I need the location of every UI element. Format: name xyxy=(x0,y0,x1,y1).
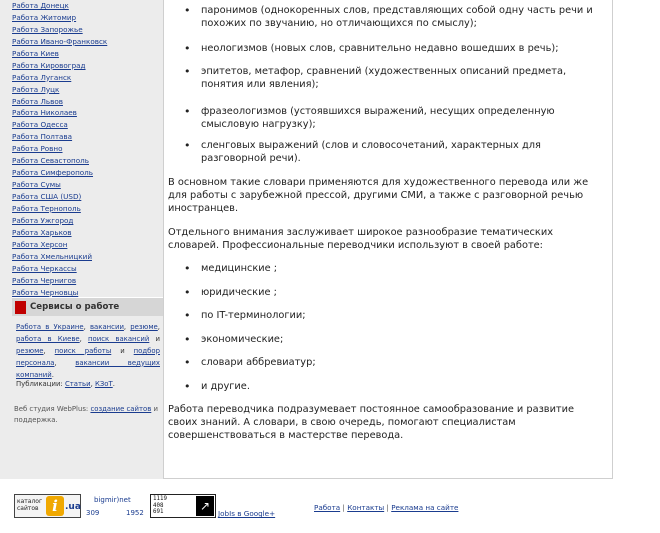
city-link[interactable]: Работа Хмельницкий xyxy=(12,251,92,261)
city-link[interactable]: Работа Чернигов xyxy=(12,275,77,285)
bigmir-label[interactable]: bigmir)net xyxy=(94,496,131,504)
city-list-item xyxy=(12,143,163,155)
link-site-creation[interactable]: создание сайтов xyxy=(90,405,152,413)
city-list-item xyxy=(12,12,163,24)
and-text-2: и xyxy=(120,346,125,355)
list-item: • паронимов (однокоренных слов, представляющих собой одну часть речи и похожих по звучанию, но отличающихся по смыслу); xyxy=(168,4,608,30)
list-item: • и другие. xyxy=(168,380,608,393)
link-resume-2[interactable]: резюме xyxy=(16,346,44,355)
city-list-item xyxy=(12,0,163,12)
list-item: • фразеологизмов (устоявшихся выражений, несущих определенную смысловую нагрузку); xyxy=(168,105,608,131)
link-vacancies[interactable]: вакансии xyxy=(90,323,124,331)
city-link[interactable]: Работа Запорожье xyxy=(12,24,83,34)
list-item: • неологизмов (новых слов, сравнительно недавно вошедших в речь); xyxy=(168,42,608,55)
link-jobs-google[interactable]: JobIs в Google+ xyxy=(218,509,276,518)
city-link[interactable]: Работа Полтава xyxy=(12,132,73,142)
stats-counter[interactable] xyxy=(150,494,216,518)
city-link[interactable]: Работа Черкассы xyxy=(12,263,77,273)
city-list-item xyxy=(12,72,163,84)
paragraph-3: Работа переводчика подразумевает постоянное самообразование и развитие своих знаний. А словари, в свою очередь, помогают специалистам совершенствоваться в мастерстве перевода. xyxy=(168,404,575,441)
and-text: и xyxy=(155,334,160,343)
studio-suffix: и поддержка. xyxy=(14,405,158,424)
city-list-item xyxy=(12,227,163,239)
i-ua-logo-icon: i xyxy=(46,496,64,516)
city-list-item xyxy=(12,131,163,143)
city-links xyxy=(12,0,163,298)
city-link[interactable]: Работа Херсон xyxy=(12,239,68,249)
footer-sep-1: | xyxy=(342,503,345,512)
link-top-vacancies[interactable]: вакансии ведущих компаний xyxy=(16,358,160,379)
city-list-item xyxy=(12,203,163,215)
list-item: • словари аббревиатур; xyxy=(168,356,608,369)
footer-sep-2: | xyxy=(386,503,389,512)
arrow-icon: ↗ xyxy=(196,496,214,516)
sidebar xyxy=(0,0,163,479)
paragraph-1: В основном такие словари применяются для художественного перевода или же для работы с зарубежной прессой, другими СМИ, а также с разговорной речью иностранцев. xyxy=(168,177,589,214)
pubs-label: Публикации: xyxy=(16,380,63,388)
city-link[interactable]: Работа Донецк xyxy=(12,1,69,10)
city-list-item xyxy=(12,96,163,108)
link-work-kiev[interactable]: работа в Киеве xyxy=(16,334,80,343)
city-link[interactable]: Работа США (USD) xyxy=(12,192,82,201)
city-link[interactable]: Работа Ровно xyxy=(12,144,63,154)
city-link[interactable]: Работа Кировоград xyxy=(12,60,86,70)
city-link[interactable]: Работа Киев xyxy=(12,48,59,58)
city-list-item xyxy=(12,251,163,263)
list-item: • медицинские ; xyxy=(168,262,608,275)
city-list-item xyxy=(12,60,163,72)
link-vacancy-search[interactable]: поиск вакансий xyxy=(88,334,150,343)
list-item: • эпитетов, метафор, сравнений (художественных описаний предмета, понятия или явления); xyxy=(168,65,608,91)
services-header xyxy=(12,297,163,316)
link-job-search[interactable]: поиск работы xyxy=(54,346,112,355)
city-link[interactable]: Работа Сумы xyxy=(12,180,61,190)
city-list-item xyxy=(12,24,163,36)
publications: Публикации: Статьи, КЗоТ. xyxy=(16,380,115,388)
catalog-label: каталог сайтов xyxy=(17,498,43,512)
city-link[interactable]: Работа Черновцы xyxy=(12,287,79,297)
services-links: Работа в Украине, вакансии, резюме, работа в Киеве, поиск вакансий и резюме, поиск работы и подбор персонала, вакансии ведущих компаний. xyxy=(16,323,160,379)
city-link[interactable]: Работа Ужгород xyxy=(12,215,74,225)
paragraph-2: Отдельного внимания заслуживает широкое разнообразие тематических словарей. Профессиональные переводчики используют в своей работе: xyxy=(168,227,553,251)
main-content xyxy=(163,0,613,479)
city-link[interactable]: Работа Ивано-Франковск xyxy=(12,36,108,46)
city-link[interactable]: Работа Луганск xyxy=(12,72,72,82)
city-list-item xyxy=(12,119,163,131)
jobs-google xyxy=(218,509,275,518)
list-item: • по IT-терминологии; xyxy=(168,309,608,322)
footer-link-contacts[interactable]: Контакты xyxy=(347,503,385,512)
footer-link-work[interactable]: Работа xyxy=(314,503,341,512)
city-link[interactable]: Работа Николаев xyxy=(12,108,77,118)
city-list xyxy=(12,0,163,298)
city-link[interactable]: Работа Симферополь xyxy=(12,168,94,178)
city-link[interactable]: Работа Луцк xyxy=(12,84,60,94)
link-articles[interactable]: Статьи xyxy=(64,380,91,388)
catalog-counter[interactable] xyxy=(14,494,81,518)
counter-value-b: 1952 xyxy=(126,509,144,517)
city-list-item xyxy=(12,167,163,179)
link-recruitment[interactable]: подбор персонала xyxy=(16,346,160,367)
ua-label: .ua xyxy=(65,502,81,512)
link-work-ukraine[interactable]: Работа в Украине xyxy=(16,323,84,331)
city-list-item xyxy=(12,48,163,60)
city-link[interactable]: Работа Севастополь xyxy=(12,156,89,166)
services-title: Сервисы о работе xyxy=(30,302,120,312)
city-list-item xyxy=(12,215,163,227)
city-list-item xyxy=(12,263,163,275)
footer-link-ads[interactable]: Реклама на сайте xyxy=(391,503,459,512)
city-list-item xyxy=(12,239,163,251)
city-list-item xyxy=(12,179,163,191)
footer-links xyxy=(314,503,458,512)
red-square-icon xyxy=(15,301,26,314)
city-list-item xyxy=(12,36,163,48)
counter-value-a: 309 xyxy=(86,509,100,517)
city-link[interactable]: Работа Харьков xyxy=(12,227,72,237)
city-list-item xyxy=(12,191,163,203)
city-list-item xyxy=(12,155,163,167)
list-item: • сленговых выражений (слов и словосочетаний, характерных для разговорной речи). xyxy=(168,139,608,165)
studio-credit xyxy=(14,404,162,425)
city-list-item xyxy=(12,107,163,119)
city-list-item xyxy=(12,84,163,96)
studio-prefix: Веб студия WebPlus: xyxy=(14,405,89,413)
link-kzot[interactable]: КЗоТ xyxy=(94,380,113,388)
list-item: • экономические; xyxy=(168,333,608,346)
city-list-item xyxy=(12,275,163,287)
city-link[interactable]: Работа Житомир xyxy=(12,12,77,22)
city-link[interactable]: Работа Львов xyxy=(12,96,63,106)
link-resume[interactable]: резюме xyxy=(130,323,158,331)
city-link[interactable]: Работа Одесса xyxy=(12,120,68,130)
stats-numbers: 1119 408 691 xyxy=(153,496,167,516)
list-item: • юридические ; xyxy=(168,286,608,299)
city-link[interactable]: Работа Тернополь xyxy=(12,203,81,213)
